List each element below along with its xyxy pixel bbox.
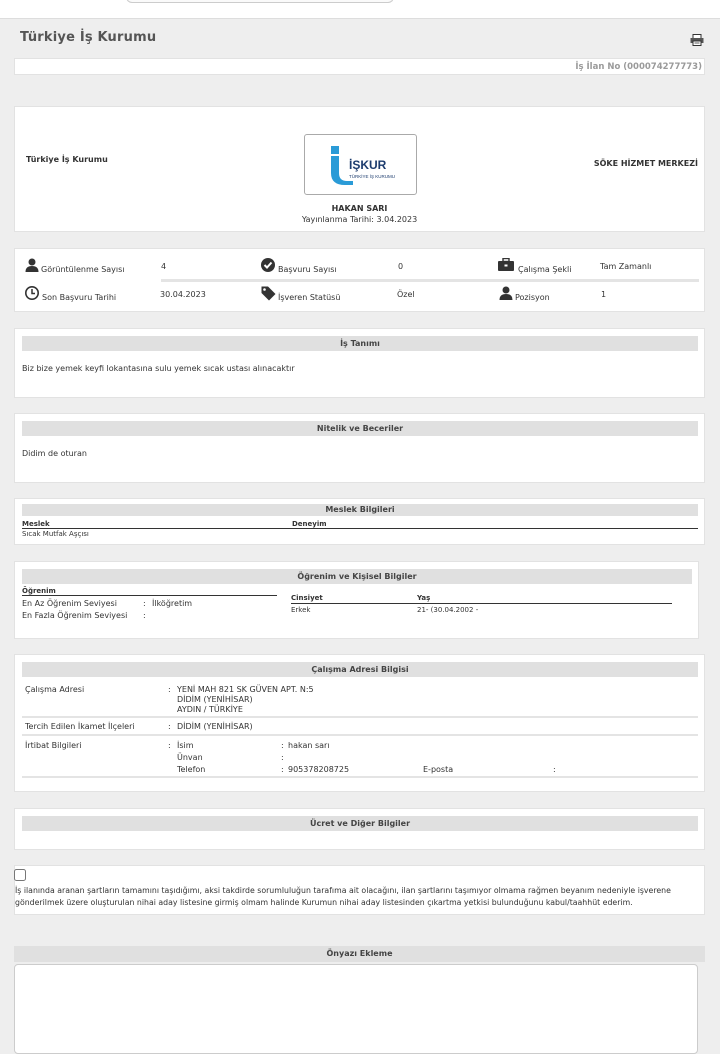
work-address-colon: : [168,685,171,694]
edu-min-value: İlköğretim [152,599,193,608]
user-icon [25,258,39,272]
applications-label: Başvuru Sayısı [278,265,337,274]
education-header-line [22,595,277,596]
contact-title-label: Ünvan [177,753,203,762]
top-bar [0,0,720,19]
logo-subtitle: TÜRKİYE İŞ KURUMU [349,174,396,179]
deadline-value: 30.04.2023 [160,290,206,299]
print-icon[interactable] [690,34,704,46]
employer-status-value: Özel [397,290,415,299]
gender-header: Cinsiyet [291,594,323,602]
iskur-logo-icon [305,135,416,194]
age-value: 21- (30.04.2002 - [417,606,479,614]
iskur-logo [304,134,417,195]
qualifications-text: Didim de oturan [22,449,87,458]
qualifications-title: Nitelik ve Beceriler [22,421,698,436]
employer-status-label: İşveren Statüsü [278,293,341,302]
page-brand-title: Türkiye İş Kurumu [20,30,157,45]
job-stats-card [14,248,705,312]
cover-letter-textarea[interactable] [14,964,698,1054]
contact-name: HAKAN SARI [331,204,388,213]
views-value: 4 [161,262,167,271]
position-label: Pozisyon [515,293,550,302]
qualifications-card [14,413,705,483]
occupation-card [14,498,705,545]
consent-text: İş ilanında aranan şartların tamamını taşıdığımı, aksi takdirde sorumluluğun tarafıma ait olacağını, ilan şartlarını taşımıyor olmama rağmen beyanım nedeniyle işverene gönderilmek üzere oluşturulan nihai aday listesine girmiş olmam halinde Kurumun nihai aday listesinden çıkartma yetkisi bulunduğunu kabul/taahhüt ederim. [15,886,671,907]
job-header-card [14,106,705,232]
gender-value: Erkek [291,606,311,614]
job-description-title: İş Tanımı [22,336,698,351]
employer-name: Türkiye İş Kurumu [26,155,108,164]
contact-name-value: hakan sarı [288,741,330,750]
work-type-value: Tam Zamanlı [600,262,652,271]
occupation-header: Meslek [22,520,50,528]
applications-value: 0 [398,262,404,271]
work-address-line1: YENİ MAH 821 SK GÜVEN APT. N:5 [177,685,314,694]
contact-info-colon: : [168,741,171,750]
views-label: Görüntülenme Sayısı [41,265,125,274]
address-row-divider [22,716,698,718]
experience-header: Deneyim [292,520,327,528]
contact-phone-label: Telefon [177,765,206,774]
office-name: SÖKE HİZMET MERKEZİ [593,159,698,168]
contact-phone-value: 905378208725 [288,765,350,774]
contact-phone-colon: : [281,765,284,774]
work-address-card [14,654,705,792]
ilan-number-bar [14,58,705,75]
preferred-districts-colon: : [168,722,171,731]
contact-title-colon: : [281,753,284,762]
contact-email-label: E-posta [423,765,454,774]
cover-letter-header [14,946,705,962]
age-header: Yaş [417,594,431,602]
tag-icon [261,286,276,301]
work-address-label: Çalışma Adresi [25,685,85,694]
work-address-line2: DİDİM (YENİHİSAR) [177,695,253,704]
contact-name-label: İsim [177,741,194,750]
job-description-card [14,328,705,398]
logo-title: İŞKUR [349,158,387,172]
personal-header-line [291,603,672,604]
work-type-label: Çalışma Şekli [518,265,572,274]
occupation-title: Meslek Bilgileri [22,504,698,516]
contact-name-colon: : [281,741,284,750]
contact-email-colon: : [553,765,556,774]
briefcase-icon [498,258,514,271]
work-address-line3: AYDIN / TÜRKİYE [177,705,243,714]
edu-max-colon: : [143,611,146,620]
wage-title: Ücret ve Diğer Bilgiler [22,816,698,831]
contact-info-label: İrtibat Bilgileri [25,741,82,750]
contact-row-divider [22,776,698,778]
edu-max-label: En Fazla Öğrenim Seviyesi [22,611,128,620]
edu-min-colon: : [143,599,146,608]
deadline-label: Son Başvuru Tarihi [42,293,117,302]
wage-card [14,808,705,850]
work-address-title: Çalışma Adresi Bilgisi [22,662,698,677]
stats-row-divider [161,279,699,282]
position-value: 1 [601,290,607,299]
preferred-districts-label: Tercih Edilen İkamet İlçeleri [25,722,135,731]
consent-card [14,865,705,915]
cover-letter-title: Önyazı Ekleme [326,949,393,958]
publish-date: Yayınlanma Tarihi: 3.04.2023 [301,215,418,224]
preferred-row-divider [22,734,698,736]
top-search-tab[interactable] [126,0,394,3]
preferred-districts-value: DİDİM (YENİHİSAR) [177,722,253,731]
clock-icon [25,286,39,300]
education-header: Öğrenim [22,587,56,595]
user-position-icon [499,286,513,300]
job-description-text: Biz bize yemek keyfi lokantasına sulu yemek sıcak ustası alınacaktır [22,364,295,373]
education-title: Öğrenim ve Kişisel Bilgiler [22,569,692,584]
check-circle-icon [261,258,275,272]
education-card [14,561,699,639]
occupation-header-line [22,528,698,529]
ilan-number: İş İlan No (000074277773) [575,62,702,72]
occupation-row-value: Sıcak Mutfak Aşçısı [22,530,89,538]
consent-checkbox[interactable] [14,869,26,881]
edu-min-label: En Az Öğrenim Seviyesi [22,599,117,608]
